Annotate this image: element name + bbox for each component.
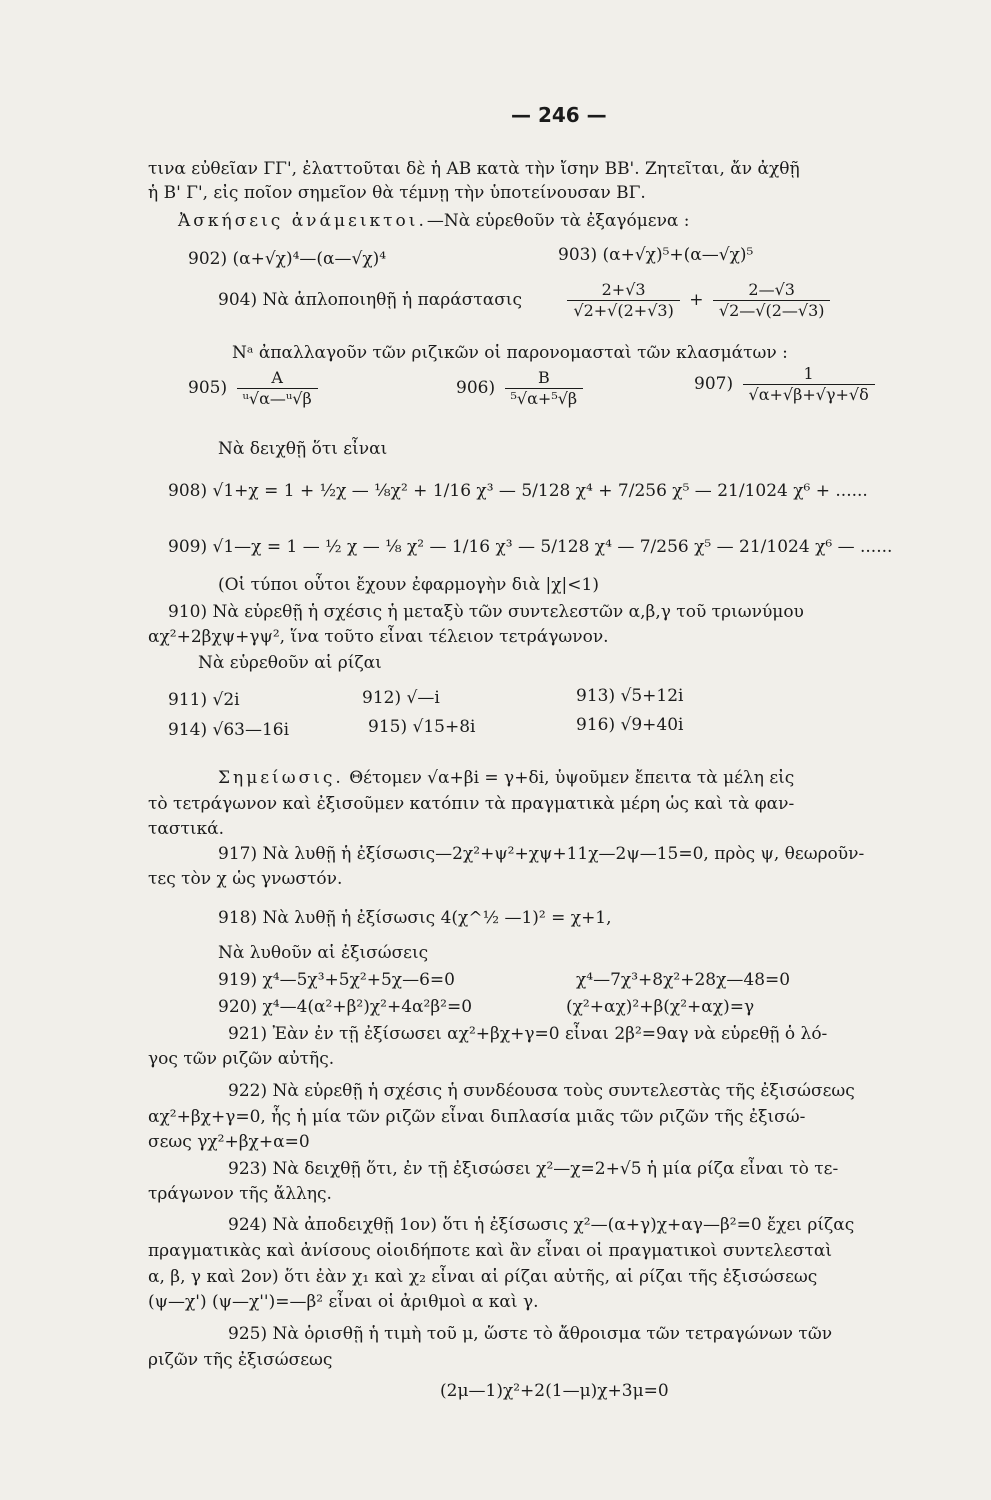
exercise-920a: 920) χ⁴—4(α²+β²)χ²+4α²β²=0 <box>218 997 473 1017</box>
text-line: αχ²+βχ+γ=0, ἧς ἡ μία τῶν ριζῶν εἶναι διπλασία μιᾶς τῶν ριζῶν τῆς ἐξισώ- <box>148 1107 806 1127</box>
exercise-label: 907) <box>694 374 734 394</box>
fraction <box>567 280 679 321</box>
text-line: Νὰ δειχθῇ ὅτι εἶναι <box>218 439 388 459</box>
exercise-925: 925) Νὰ ὁρισθῇ ἡ τιμὴ τοῦ μ, ὥστε τὸ ἄθροισμα τῶν τετραγώνων τῶν <box>228 1324 833 1344</box>
exercise-909: 909) √1—χ = 1 — ½ χ — ⅛ χ² — 1/16 χ³ — 5/128 χ⁴ — 7/256 χ⁵ — 21/1024 χ⁶ — ...... <box>168 537 893 557</box>
exercise-908: 908) √1+χ = 1 + ½χ — ⅛χ² + 1/16 χ³ — 5/128 χ⁴ + 7/256 χ⁵ — 21/1024 χ⁶ + ...... <box>168 481 868 501</box>
exercise-label: 906) <box>456 378 496 398</box>
text-line: σεως γχ²+βχ+α=0 <box>148 1132 310 1152</box>
remark-line <box>218 767 794 789</box>
exercise-923: 923) Νὰ δειχθῇ ὅτι, ἐν τῇ ἐξισώσει χ²—χ=2+√5 ἡ μία ρίζα εἶναι τὸ τε- <box>228 1159 839 1179</box>
text-line: ἡ Β' Γ', εἰς ποῖον σημεῖον θὰ τέμνῃ τὴν ὑποτείνουσαν ΒΓ. <box>148 183 646 203</box>
fraction-denominator: √2—√(2—√3) <box>718 301 825 320</box>
fraction-denominator: √2+√(2+√3) <box>573 301 674 320</box>
fraction-numerator: 1 <box>743 364 875 385</box>
exercise-917: 917) Νὰ λυθῇ ἡ ἐξίσωσις—2χ²+ψ²+χψ+11χ—2ψ—15=0, πρὸς ψ, θεωροῦν- <box>218 844 865 864</box>
fraction <box>237 368 318 409</box>
text-line: τράγωνον τῆς ἄλλης. <box>148 1184 332 1204</box>
fraction-denominator: ᵘ√α—ᵘ√β <box>242 389 312 408</box>
exercise-913: 913) √5+12i <box>576 686 684 706</box>
remark-label: Σημείωσις. <box>218 768 344 788</box>
exercise-910: 910) Νὰ εὑρεθῇ ἡ σχέσις ἡ μεταξὺ τῶν συντελεστῶν α,β,γ τοῦ τριωνύμου <box>168 602 804 622</box>
text-line: Νᵃ ἀπαλλαγοῦν τῶν ριζικῶν οἱ παρονομασταὶ τῶν κλασμάτων : <box>232 343 788 363</box>
text-line: Νὰ εὑρεθοῦν αἱ ρίζαι <box>198 653 382 673</box>
exercise-919a: 919) χ⁴—5χ³+5χ²+5χ—6=0 <box>218 970 455 990</box>
text-line: γος τῶν ριζῶν αὐτῆς. <box>148 1049 335 1069</box>
text-line: (ψ—χ') (ψ—χ'')=—β² εἶναι οἱ ἀριθμοὶ α καὶ γ. <box>148 1292 539 1312</box>
fraction-denominator: √α+√β+√γ+√δ <box>748 385 869 404</box>
exercise-914: 914) √63—16i <box>168 720 290 740</box>
exercise-924: 924) Νὰ ἀποδειχθῇ 1ον) ὅτι ἡ ἐξίσωσις χ²—(α+γ)χ+αγ—β²=0 ἔχει ρίζας <box>228 1215 855 1235</box>
exercise-918: 918) Νὰ λυθῇ ἡ ἐξίσωσις 4(χ^½ —1)² = χ+1, <box>218 908 612 928</box>
exercise-912: 912) √—i <box>362 688 440 708</box>
text-line: (Οἱ τύποι οὗτοι ἔχουν ἐφαρμογὴν διὰ |χ|<1) <box>218 575 599 595</box>
exercise-911: 911) √2i <box>168 690 240 710</box>
exercise-921: 921) Ἐὰν ἐν τῇ ἐξίσωσει αχ²+βχ+γ=0 εἶναι 2β²=9αγ νὰ εὑρεθῇ ὁ λό- <box>228 1024 828 1044</box>
text-line: τινα εὐθεῖαν ΓΓ', ἐλαττοῦται δὲ ἡ ΑΒ κατὰ τὴν ἴσην ΒΒ'. Ζητεῖται, ἄν ἀχθῇ <box>148 159 800 179</box>
fraction-denominator: ⁵√α+⁵√β <box>510 389 578 408</box>
exercise-904 <box>218 280 834 321</box>
exercise-904-text: 904) Νὰ ἁπλοποιηθῇ ἡ παράστασις <box>218 290 522 310</box>
text-line: Νὰ λυθοῦν αἱ ἐξισώσεις <box>218 943 429 963</box>
fraction-numerator: 2+√3 <box>567 280 679 301</box>
equation: (2μ—1)χ²+2(1—μ)χ+3μ=0 <box>440 1381 669 1401</box>
text-line: ταστικά. <box>148 819 225 839</box>
exercise-903: 903) (α+√χ)⁵+(α—√χ)⁵ <box>558 245 754 265</box>
exercise-915: 915) √15+8i <box>368 717 476 737</box>
exercise-920b: (χ²+αχ)²+β(χ²+αχ)=γ <box>566 997 755 1017</box>
fraction <box>713 280 831 321</box>
text-line: αχ²+2βχψ+γψ², ἵνα τοῦτο εἶναι τέλειον τετράγωνον. <box>148 627 609 647</box>
exercise-922: 922) Νὰ εὑρεθῇ ἡ σχέσις ἡ συνδέουσα τοὺς συντελεστὰς τῆς ἐξισώσεως <box>228 1081 855 1101</box>
text-line: τες τὸν χ ὡς γνωστόν. <box>148 869 343 889</box>
exercise-905 <box>188 368 322 409</box>
section-heading <box>178 210 690 232</box>
fraction-numerator: Β <box>505 368 584 389</box>
fraction <box>743 364 875 405</box>
heading-rest: —Νὰ εὑρεθοῦν τὰ ἐξαγόμενα : <box>426 211 690 231</box>
page-number: — 246 — <box>511 103 607 127</box>
exercise-906 <box>456 368 587 409</box>
heading-title: Ἀσκήσεις ἀνάμεικτοι. <box>178 211 427 231</box>
exercise-919b: χ⁴—7χ³+8χ²+28χ—48=0 <box>576 970 791 990</box>
exercise-label: 905) <box>188 378 228 398</box>
fraction-numerator: 2—√3 <box>713 280 831 301</box>
exercise-902: 902) (α+√χ)⁴—(α—√χ)⁴ <box>188 249 387 269</box>
text-line: ριζῶν τῆς ἐξισώσεως <box>148 1350 333 1370</box>
exercise-916: 916) √9+40i <box>576 715 684 735</box>
text-line: α, β, γ καὶ 2ον) ὅτι ἐὰν χ₁ καὶ χ₂ εἶναι αἱ ρίζαι αὐτῆς, αἱ ρίζαι τῆς ἐξισώσεως <box>148 1267 818 1287</box>
text-line: πραγματικὰς καὶ ἀνίσους οἱοιδήποτε καὶ ἂν εἶναι οἱ πραγματικοὶ συντελεσταὶ <box>148 1241 833 1261</box>
fraction-numerator: Α <box>237 368 318 389</box>
fraction <box>505 368 584 409</box>
plus-sign: + <box>689 290 704 310</box>
remark-text: Θέτομεν √α+βi = γ+δi, ὑψοῦμεν ἔπειτα τὰ μέλη εἰς <box>349 768 795 788</box>
text-line: τὸ τετράγωνον καὶ ἐξισοῦμεν κατόπιν τὰ πραγματικὰ μέρη ὡς καὶ τὰ φαν- <box>148 794 795 814</box>
exercise-907 <box>694 364 879 405</box>
